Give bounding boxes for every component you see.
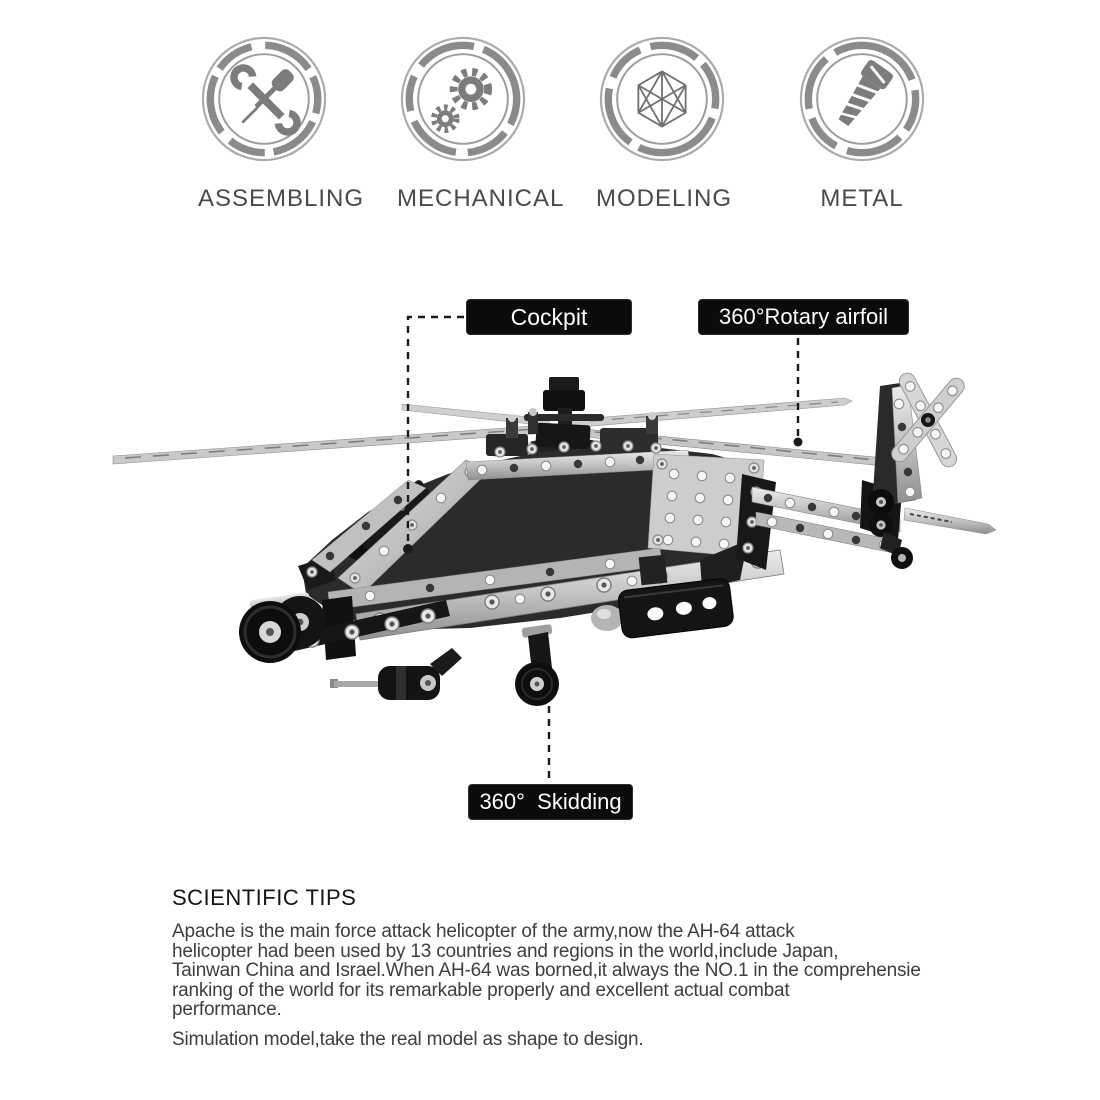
feature-label: MECHANICAL	[397, 185, 565, 212]
skidding-label: 360° Skidding	[468, 784, 633, 820]
tips-paragraph-2: Simulation model,take the real model as shape to design.	[172, 1028, 644, 1050]
tips-line: ranking of the world for its remarkable properly and excellent actual combat	[172, 979, 790, 1001]
tips-line: Tainwan China and Israel.When AH-64 was borned,it always the NO.1 in the comprehensie	[172, 960, 921, 981]
tips-line: helicopter had been used by 13 countries and regions in the world,include Japan,	[172, 940, 839, 962]
tips-heading: SCIENTIFIC TIPS	[172, 885, 357, 910]
tips-line: Apache is the main force attack helicopter of the army,now the AH-64 attack	[172, 921, 795, 942]
tips-line: performance.	[172, 999, 282, 1020]
tips-paragraph	[172, 922, 1052, 1020]
cockpit-label: Cockpit	[466, 299, 632, 335]
feature-label: MODELING	[596, 185, 733, 212]
rotary-airfoil-label: 360°Rotary airfoil	[698, 299, 909, 335]
feature-label: METAL	[820, 185, 904, 212]
scientific-tips-section	[172, 885, 1052, 1051]
main-rotor-blades	[113, 398, 895, 467]
feature-label: ASSEMBLING	[198, 185, 365, 212]
